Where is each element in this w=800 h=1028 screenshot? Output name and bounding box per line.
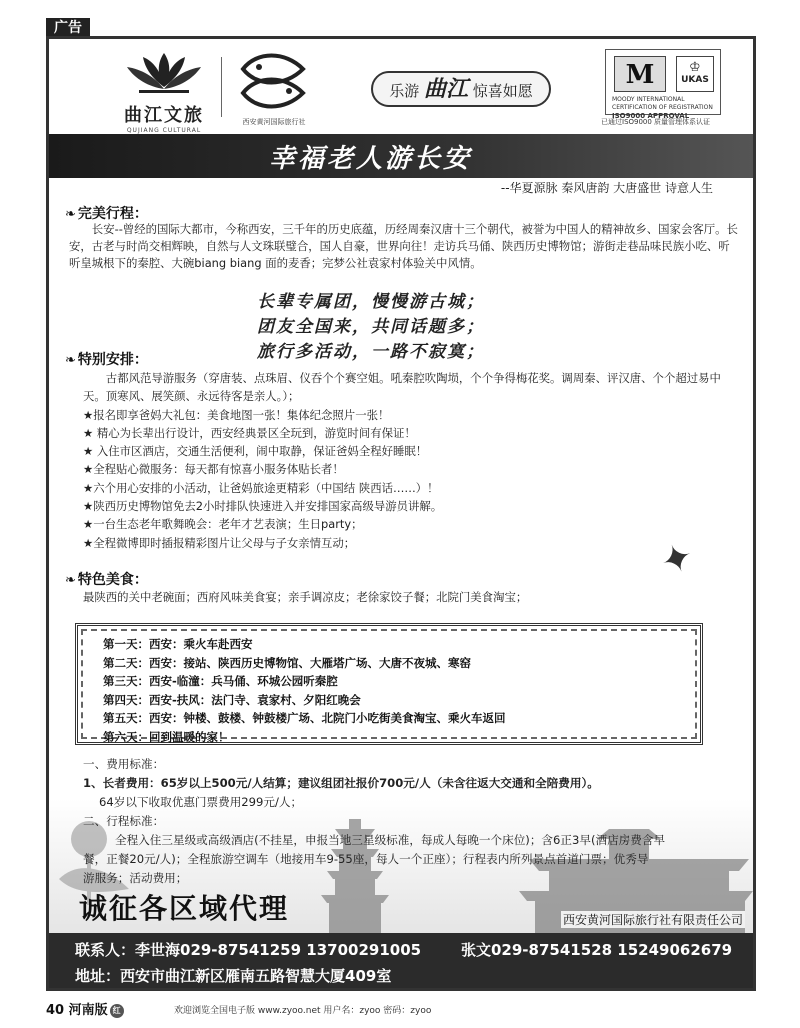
cert-caption: 已通过ISO9000 质量管理体系认证 — [601, 118, 711, 126]
food-text: 最陕西的关中老碗面；西府风味美食宴；亲手调凉皮；老徐家饺子餐；北院门美食淘宝； — [83, 590, 528, 604]
qujiang-logo — [109, 49, 219, 141]
list-item: ★报名即享爸妈大礼包：美食地图一张！集体纪念照片一张！ — [83, 407, 390, 422]
recruit-agents-headline: 诚征各区域代理 — [79, 892, 290, 925]
list-item: ★六个用心安排的小活动，让爸妈旅途更精彩（中国结 陕西话……）！ — [83, 480, 439, 495]
itinerary-day: 第四天：西安-扶风：法门寺、袁家村、夕阳红晚会 — [103, 692, 361, 707]
swirl-icon: ❧ — [65, 207, 76, 222]
fees-line: 64岁以下收取优惠门票费用299元/人； — [99, 795, 303, 809]
ukas-text: UKAS — [681, 75, 709, 85]
slogan-badge — [371, 71, 551, 107]
advertisement-frame — [46, 36, 756, 991]
perfect-trip-text: 长安--曾经的国际大都市，今称西安，三千年的历史底蕴，历经周秦汉唐十三个朝代，被誉为中国人的精神故乡、国家会客厅。长安，古老与时尚交相辉映，自然与人文珠联璧合，国人自豪，世界向往！走访兵马俑、陕西历史博物馆；游街走巷品味民族小吃、听听皇城根下的秦腔、大碗biang biang 面的麦香；完梦公社袁家村体验关中风情。 — [69, 222, 738, 270]
contact-address: 地址：西安市曲江新区雁南五路智慧大厦409室 — [75, 967, 392, 985]
subtitle: --华夏源脉 秦风唐韵 大唐盛世 诗意人生 — [500, 181, 713, 195]
itinerary-day: 第一天：西安：乘火车赴西安 — [103, 637, 253, 651]
poem-line: 长辈专属团，慢慢游古城； — [257, 292, 485, 312]
page-footer — [46, 997, 756, 1019]
yellow-river-logo — [229, 47, 319, 127]
itinerary-day: 第二天：西安：接站、陕西历史博物馆、大雁塔广场、大唐不夜城、寒窑 — [103, 655, 471, 670]
ad-tag: 广告 — [46, 18, 90, 38]
list-item: ★一台生态老年歌舞晚会：老年才艺表演；生日party； — [83, 517, 363, 532]
section-heading-special: ❧ 特别安排： — [65, 352, 148, 368]
yellow-river-logo-sub: 西安黄河国际旅行社 — [242, 118, 306, 126]
footer-info: 欢迎浏览全国电子版 www.zyoo.net 用户名：zyoo 密码：zyoo — [174, 1006, 432, 1016]
swirl-icon: ❧ — [65, 573, 76, 588]
section-heading-perfect-trip: ❧ 完美行程： — [65, 206, 148, 222]
dragonfly-icon: ✦ — [654, 532, 700, 586]
slogan-left: 乐游 — [389, 82, 420, 100]
page-number: 40 河南版 红 — [46, 999, 124, 1018]
poem-line: 旅行多活动，一路不寂寞； — [257, 342, 485, 362]
fees-line: 游服务；活动费用； — [83, 871, 188, 885]
itinerary-day: 第六天：回到温暖的家！ — [103, 729, 230, 744]
contact-person-1: 联系人：李世海029-87541259 13700291005 — [75, 941, 422, 959]
qujiang-logo-name: 曲江文旅 — [124, 105, 204, 126]
qujiang-logo-sub: QUJIANG CULTURAL — [126, 127, 202, 134]
fees-heading: 二、行程标准： — [83, 814, 165, 828]
slogan-right: 惊喜如愿 — [472, 82, 533, 100]
swirl-icon: ❧ — [65, 353, 76, 368]
title-banner — [49, 134, 753, 178]
crown-icon: ♔ — [689, 60, 701, 75]
list-item: ★全程贴心微服务：每天都有惊喜小服务体贴长者！ — [83, 462, 344, 477]
fees-line: 餐，正餐20元/人)；全程旅游空调车（地接用车9-55座，每人一个正座）；行程表内所列景点首道门票；优秀导 — [83, 852, 649, 866]
section-heading-food: ❧ 特色美食： — [65, 572, 148, 588]
main-title: 幸福老人游长安 — [269, 144, 473, 174]
logo-divider — [221, 57, 222, 117]
list-item: ★ 入住市区酒店，交通生活便利，闹中取静，保证爸妈全程好睡眠！ — [83, 444, 428, 459]
contact-bar — [49, 933, 753, 991]
iso-line-3: ISO9000 APPROVAL — [612, 112, 690, 120]
list-item: ★陕西历史博物馆免去2小时排队快速进入并安排国家高级导游员讲解。 — [83, 499, 443, 514]
list-item: 古都风范导游服务（穿唐装、点珠眉、仪吞个个赛空姐。吼秦腔吹陶埙，个个争得梅花奖。调周秦、评汉唐、个个超过易中天。顶寒风、展笑颜、永远待客是亲人。）； — [83, 371, 721, 404]
company-name: 西安黄河国际旅行社有限责任公司 — [562, 913, 743, 927]
iso-line-1: MOODY INTERNATIONAL — [612, 96, 685, 103]
fees-line: 1、长者费用：65岁以上500元/人结算；建议组团社报价700元/人（未含往返大交通和全陪费用）。 — [83, 776, 599, 790]
fees-line: 全程入住三星级或高级酒店(不挂星，申报当地三星级标准，每成人每晚一个床位)；含6正3早(酒店房费含早 — [115, 833, 666, 847]
lotus-icon — [119, 49, 209, 95]
iso-line-2: CERTIFICATION OF REGISTRATION — [612, 104, 713, 111]
slogan-poem — [257, 290, 617, 365]
fees-section — [83, 755, 703, 888]
itinerary-day: 第三天：西安-临潼：兵马俑、环城公园听秦腔 — [103, 674, 338, 688]
itinerary-box — [75, 623, 703, 745]
itinerary-day: 第五天：西安：钟楼、鼓楼、钟鼓楼广场、北院门小吃街美食淘宝、乘火车返回 — [103, 711, 506, 725]
slogan-qujiang: 曲江 — [423, 76, 468, 102]
contact-person-2: 张文029-87541528 15249062679 — [461, 941, 733, 959]
fees-heading: 一、费用标准： — [83, 757, 165, 771]
list-item: ★全程微博即时插报精彩图片让父母与子女亲情互动； — [83, 535, 356, 550]
special-list — [83, 369, 733, 552]
ukas-logo — [676, 56, 714, 92]
poem-line: 团友全国来，共同话题多； — [257, 317, 485, 337]
certification-badge — [605, 49, 721, 120]
list-item: ★ 精心为长辈出行设计，西安经典景区全玩到，游览时间有保证！ — [83, 425, 416, 440]
header — [49, 39, 753, 134]
moody-logo: M — [614, 56, 666, 92]
edition-badge: 红 — [110, 1004, 124, 1018]
itinerary-inner — [81, 629, 697, 744]
fish-logo-icon — [237, 47, 311, 113]
